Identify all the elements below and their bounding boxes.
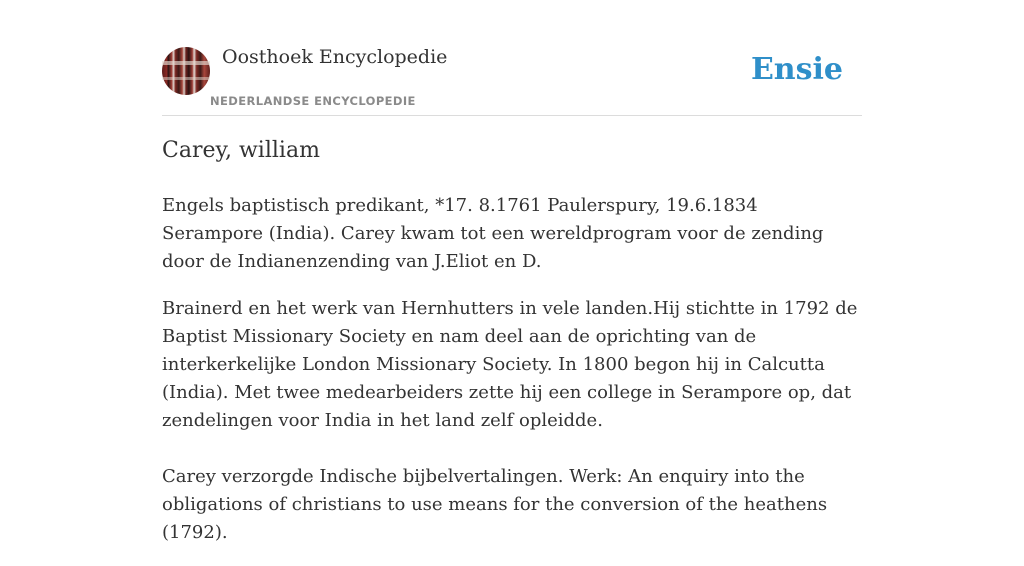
site-header [162, 46, 862, 116]
site-subtitle: NEDERLANDSE ENCYCLOPEDIE [210, 94, 416, 108]
article-paragraph: Brainerd en het werk van Hernhutters in vele landen.Hij stichtte in 1792 de Baptist Missionary Society en nam deel aan de oprichting van de interkerkelijke London Missionary Society. In 1800 begon hij in Calcutta (India). Met twee medearbeiders zette hij een college in Serampore op, dat zendelingen voor India in het land zelf opleidde. [162, 298, 858, 431]
article-body [162, 192, 862, 566]
article-title: Carey, william [162, 138, 320, 163]
encyclopedia-books-logo[interactable] [162, 47, 210, 95]
article-paragraph: Engels baptistisch predikant, *17. 8.1761 Paulerspury, 19.6.1834 Serampore (India). Carey kwam tot een wereldprogram voor de zending door de Indianenzending van J.Eliot en D. [162, 195, 824, 272]
ensie-brand-link[interactable]: Ensie [750, 52, 843, 87]
article-paragraph: Carey verzorgde Indische bijbelvertalingen. Werk: An enquiry into the obligations of christians to use means for the conversion of the heathens (1792). [162, 466, 828, 543]
site-title[interactable]: Oosthoek Encyclopedie [222, 46, 448, 68]
